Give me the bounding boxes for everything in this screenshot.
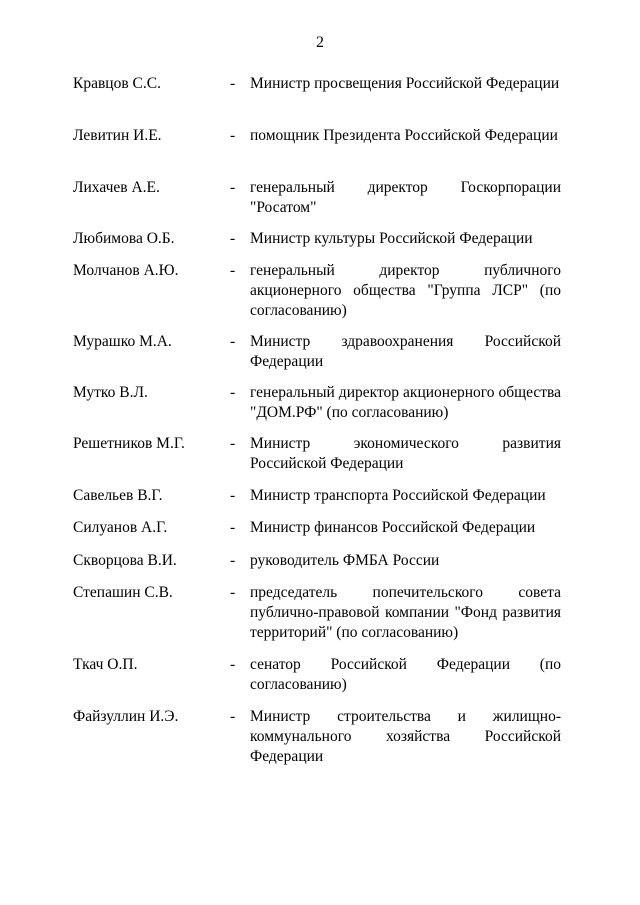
member-name: Лихачев А.Е. (73, 179, 160, 196)
member-name: Скворцова В.И. (73, 552, 177, 569)
member-name: Файзуллин И.Э. (73, 708, 179, 725)
separator-dash: - (230, 179, 236, 196)
member-position: руководитель ФМБА России (250, 552, 440, 569)
separator-dash: - (230, 656, 236, 673)
member-position: Министр просвещения Российской Федерации (250, 75, 560, 92)
member-name: Кравцов С.С. (73, 75, 161, 92)
member-name: Решетников М.Г. (73, 435, 185, 452)
member-name: Савельев В.Г. (73, 487, 163, 504)
member-position: Министр культуры Российской Федерации (250, 230, 533, 247)
separator-dash: - (230, 435, 236, 452)
member-position: генеральный директор акционерного общества "ДОМ.РФ" (по согласованию) (250, 384, 561, 421)
member-position: сенатор Российской Федерации (по согласованию) (250, 656, 561, 693)
member-position: генеральный директор публичного акционерного общества "Группа ЛСР" (по согласованию) (250, 262, 561, 319)
separator-dash: - (230, 552, 236, 569)
member-name: Мурашко М.А. (73, 333, 172, 350)
member-name: Молчанов А.Ю. (73, 262, 179, 279)
member-name: Любимова О.Б. (73, 230, 175, 247)
page-number: 2 (316, 34, 324, 51)
member-name: Степашин С.В. (73, 584, 173, 601)
member-position: помощник Президента Российской Федерации (250, 127, 558, 144)
member-position: Министр финансов Российской Федерации (250, 519, 536, 536)
separator-dash: - (230, 487, 236, 504)
member-name: Силуанов А.Г. (73, 519, 168, 536)
separator-dash: - (230, 262, 236, 279)
member-position: председатель попечительского совета публично-правовой компании "Фонд развития территорий" (по согласованию) (250, 584, 561, 641)
member-position: Министр транспорта Российской Федерации (250, 487, 546, 504)
separator-dash: - (230, 75, 236, 92)
member-position: Министр здравоохранения Российской Федерации (250, 333, 561, 370)
separator-dash: - (230, 519, 236, 536)
member-position: Министр строительства и жилищно-коммунального хозяйства Российской Федерации (250, 708, 561, 765)
separator-dash: - (230, 230, 236, 247)
separator-dash: - (230, 708, 236, 725)
separator-dash: - (230, 127, 236, 144)
member-name: Ткач О.П. (73, 656, 138, 673)
separator-dash: - (230, 384, 236, 401)
member-position: Министр экономического развития Российской Федерации (250, 435, 561, 472)
member-position: генеральный директор Госкорпорации "Росатом" (250, 179, 561, 216)
separator-dash: - (230, 333, 236, 350)
member-name: Левитин И.Е. (73, 127, 162, 144)
member-name: Мутко В.Л. (73, 384, 148, 401)
separator-dash: - (230, 584, 236, 601)
